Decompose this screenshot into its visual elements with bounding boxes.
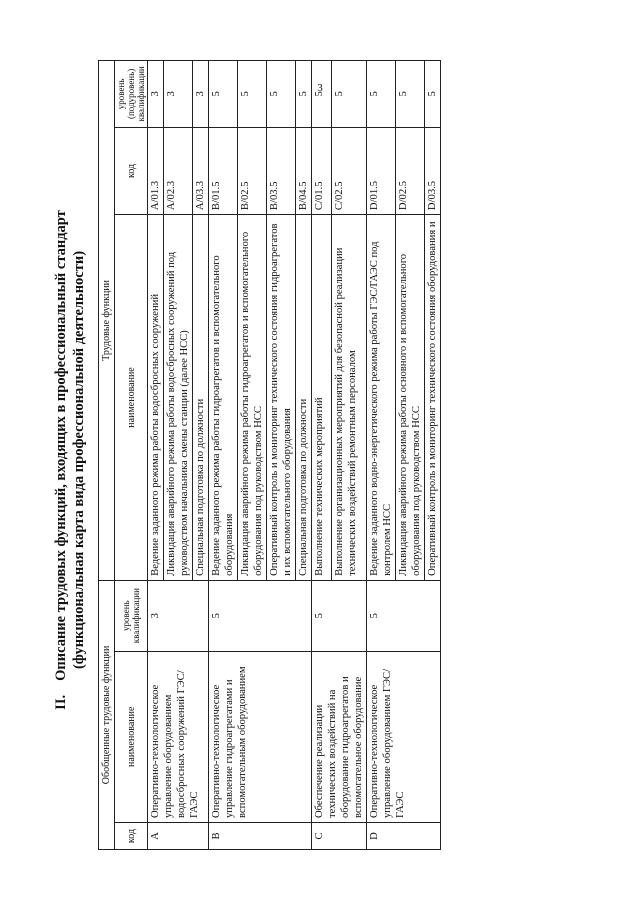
labor-function-name: Оперативный контроль и мониторинг технического состояния гидроагрегатов и их вспомогательного оборудования [267,215,296,581]
section-number: II. [53,694,69,710]
labor-function-level: 5 [238,61,267,128]
labor-function-code: A/03.3 [193,127,209,214]
labor-function-name: Ведение заданного режима работы гидроагрегатов и вспомогательного оборудования [209,215,238,581]
generalized-function-name: Оперативно-технологическое управление гидроагрегатами и вспомогательным оборудованием [209,651,312,822]
labor-function-name: Специальная подготовка по должности [296,215,312,581]
labor-function-name: Ликвидация аварийного режима работы основного и вспомогательного оборудования под руководством НСС [396,215,425,581]
labor-function-code: D/02.5 [396,127,425,214]
table-row [367,61,396,850]
func-code-header: код [115,127,148,214]
generalized-function-level: 5 [209,580,312,651]
func-level-header: уровень (подуровень) квалификации [115,61,148,128]
labor-function-code: B/02.5 [238,127,267,214]
gen-level-header: уровень квалификации [115,580,148,651]
generalized-function-name: Оперативно-технологическое управление оборудованием водосбросных сооружений ГЭС/ГАЭС [148,651,209,822]
labor-function-code: B/04.5 [296,127,312,214]
generalized-function-level: 5 [367,580,441,651]
table-body [148,61,441,850]
func-name-header: наименование [115,215,148,581]
heading-line-1 [52,110,70,810]
labor-function-name: Ликвидация аварийного режима работы гидроагрегатов и вспомогательного оборудования под руководством НСС [238,215,267,581]
labor-function-level: 5 [331,61,366,128]
table-row [209,61,238,850]
labor-function-level: 5 [267,61,296,128]
labor-function-code: A/02.3 [164,127,193,214]
labor-function-name: Ликвидация аварийного режима работы водосбросных сооружений под руководством начальника смены станции (далее НСС) [164,215,193,581]
labor-function-code: D/03.5 [425,127,441,214]
generalized-function-code: A [148,822,209,849]
generalized-function-name: Оперативно-технологическое управление оборудованием ГЭС/ГАЭС [367,651,441,822]
labor-function-code: D/01.5 [367,127,396,214]
labor-function-level: 3 [148,61,164,128]
labor-function-code: C/01.5 [312,127,332,214]
labor-functions-header: Трудовые функции [99,61,115,581]
header-row-2 [115,61,148,850]
generalized-function-code: C [312,822,367,849]
functional-map-table [98,60,441,850]
heading-title: Описание трудовых функций, входящих в профессиональный стандарт [53,210,69,681]
labor-function-code: A/01.3 [148,127,164,214]
labor-function-name: Специальная подготовка по должности [193,215,209,581]
labor-function-level: 3 [164,61,193,128]
labor-function-code: C/02.5 [331,127,366,214]
labor-function-name: Выполнение организационных мероприятий для безопасной реализации технических воздействий ремонтным персоналом [331,215,366,581]
labor-function-level: 3 [193,61,209,128]
generalized-function-level: 5 [312,580,367,651]
generalized-function-level: 3 [148,580,209,651]
labor-function-level: 5 [396,61,425,128]
generalized-function-code: D [367,822,441,849]
rotated-page-content [40,50,610,870]
labor-function-name: Ведение заданного режима работы водосбросных сооружений [148,215,164,581]
generalized-function-name: Обеспечение реализации технических воздействий на оборудование гидроагрегатов и вспомогательное оборудование [312,651,367,822]
heading-line-2: (функциональная карта вида профессиональной деятельности) [71,250,87,670]
table-row [312,61,332,850]
page-number: 3 [317,82,323,94]
labor-function-name: Оперативный контроль и мониторинг технического состояния оборудования и [425,215,441,581]
labor-function-level: 5 [312,61,332,128]
header-row-1 [99,61,115,850]
labor-function-level: 5 [425,61,441,128]
generalized-functions-header: Обобщенные трудовые функции [99,580,115,849]
generalized-function-code: B [209,822,312,849]
labor-function-name: Ведение заданного водно-энергетического режима работы ГЭС/ГАЭС под контролем НСС [367,215,396,581]
gen-name-header: наименование [115,651,148,822]
labor-function-name: Выполнение технических мероприятий [312,215,332,581]
labor-function-level: 5 [367,61,396,128]
table-row [148,61,164,850]
section-heading [52,110,88,810]
labor-function-code: B/03.5 [267,127,296,214]
labor-function-level: 5 [296,61,312,128]
labor-function-level: 5 [209,61,238,128]
gen-code-header: код [115,822,148,849]
labor-function-code: B/01.5 [209,127,238,214]
